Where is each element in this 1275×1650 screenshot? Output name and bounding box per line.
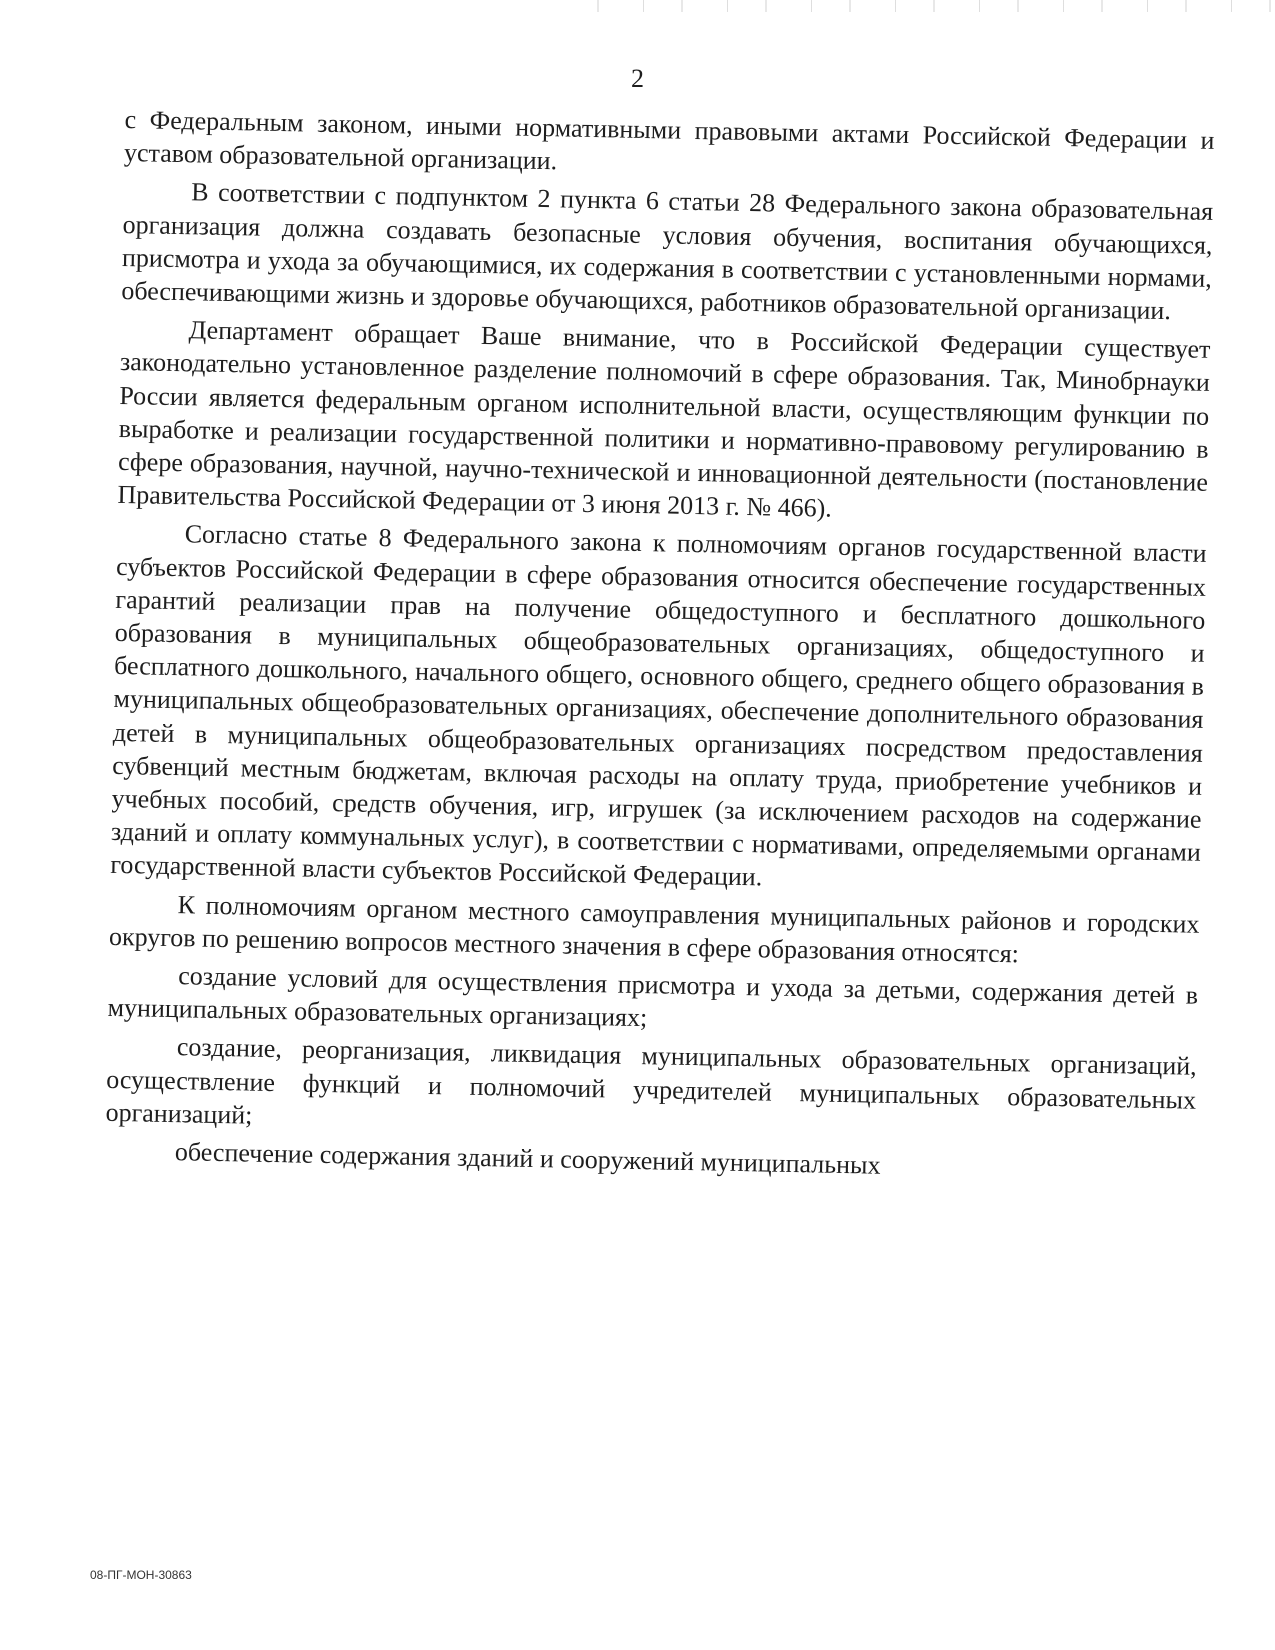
paragraph-article-8: Согласно статье 8 Федерального закона к полномочиям органов государственной власти субъектов Российской Федерации в сфере образования относится обеспечение государственных гарантий реализации прав на получение общедоступного и бесплатного дошкольного образования в муниципальных общеобразовательных организациях, общедоступного и бесплатного дошкольного, начального общего, основного общего, среднего общего образования в муниципальных общеобразовательных организациях, обеспечение дополнительного образования детей в муниципальных общеобразовательных организациях посредством предоставления субвенций местным бюджетам, включая расходы на оплату труда, приобретение учебников и учебных пособий, средств обучения, игр, игрушек (за исключением расходов на содержание зданий и оплату коммунальных услуг), в соответствии с нормативами, определяемыми органами государственной власти субъектов Российской Федерации. <box>110 519 1207 892</box>
paragraph-local-authorities: К полномочиям органом местного самоуправления муниципальных районов и городских округов по решению вопросов местного значения в сфере образования относятся: <box>108 889 1200 969</box>
paragraph-safe-conditions: В соответствии с подпунктом 2 пункта 6 статьи 28 Федерального закона образовательная организация должна создавать безопасные условия обучения, воспитания обучающихся, присмотра и ухода за обучающимися, их содержания в соответствии с установленными нормами, обеспечивающими жизнь и здоровье обучающихся, работников образовательной организации. <box>121 177 1214 326</box>
letter-body <box>104 103 1214 1193</box>
list-item-reorganization: создание, реорганизация, ликвидация муниципальных образовательных организаций, осуществление функций и полномочий учредителей муниципальных образовательных организаций; <box>105 1032 1197 1130</box>
scan-edge-artifact <box>560 0 1275 12</box>
page-number: 2 <box>631 64 644 93</box>
document-code: 08-ПГ-МОН-30863 <box>90 1568 192 1582</box>
list-item-care-conditions: создание условий для осуществления присмотра и ухода за детьми, содержания детей в муниципальных образовательных организациях; <box>107 961 1199 1033</box>
paragraph-department-notice: Департамент обращает Ваше внимание, что в Российской Федерации существует законодательно установленное разделение полномочий в сфере образования. Так, Минобрнауки России является федеральным органом исполнительной власти, осуществляющим функции по выработке и реализации государственной политики и нормативно-правовому регулированию в сфере образования, научной, научно-технической и инновационной деятельности (постановление Правительства Российской Федерации от 3 июня 2013 г. № 466). <box>117 315 1211 523</box>
list-item-maintenance: обеспечение содержания зданий и сооружений муниципальных <box>174 1137 881 1180</box>
paragraph-continuation: с Федеральным законом, иными нормативными правовыми актами Российской Федерации и уставом образовательной организации. <box>123 104 1215 176</box>
